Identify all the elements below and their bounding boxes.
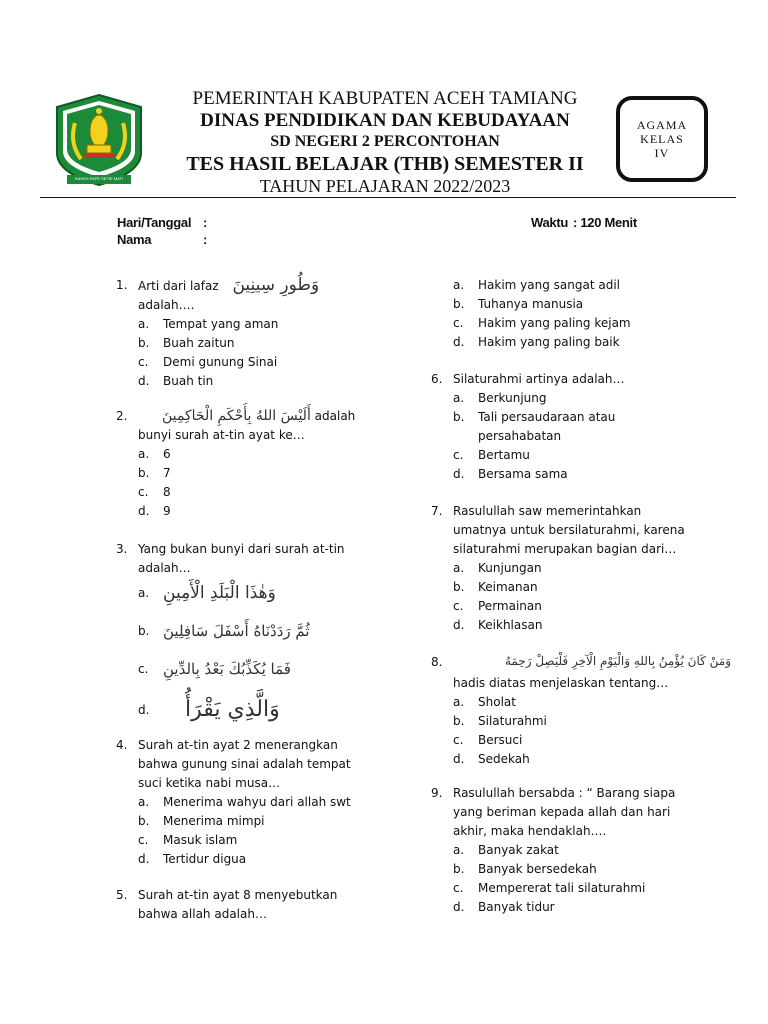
option-c[interactable]: c. فَمَا يُكَذِّبُكَ بَعْدُ بِالدِّينِ [138, 660, 291, 678]
option-d[interactable]: d. وَالَّذِي يَقْرَأُ [138, 697, 280, 722]
option-a[interactable]: a. Tempat yang aman [138, 317, 279, 331]
question-number: 5. [116, 888, 128, 902]
logo-caption: KASEH PAPE SETIE MATI [74, 176, 124, 181]
aceh-tamiang-logo [55, 93, 143, 187]
option-b[interactable]: b. Tali persaudaraan atau [453, 410, 616, 424]
option-d[interactable]: d. Banyak tidur [453, 900, 555, 914]
question-1 [116, 276, 416, 391]
option-b[interactable]: b. Silaturahmi [453, 714, 547, 728]
question-text: Rasulullah bersabda : “ Barang siapa [453, 786, 676, 800]
question-9 [431, 784, 731, 917]
header-exam-title: TES HASIL BELAJAR (THB) SEMESTER II [186, 153, 584, 175]
question-text: bahwa allah adalah… [138, 907, 267, 921]
header-academic-year: TAHUN PELAJARAN 2022/2023 [259, 176, 511, 196]
question-4 [116, 736, 416, 869]
option-d[interactable]: d. 9 [138, 504, 171, 518]
option-c[interactable]: c. Bertamu [453, 448, 530, 462]
question-text: bahwa gunung sinai adalah tempat [138, 757, 351, 771]
question-number: 8. [431, 655, 443, 669]
question-number: 6. [431, 372, 443, 386]
question-number: 7. [431, 504, 443, 518]
header-divider [40, 197, 736, 198]
question-text: Silaturahmi artinya adalah… [453, 372, 625, 386]
option-a[interactable]: a. Hakim yang sangat adil [453, 278, 620, 292]
option-c[interactable]: c. Masuk islam [138, 833, 238, 847]
option-b[interactable]: b. Tuhanya manusia [453, 297, 584, 311]
header-government: PEMERINTAH KABUPATEN ACEH TAMIANG [192, 88, 578, 109]
option-a[interactable]: a. Sholat [453, 695, 516, 709]
class-label: KELAS [640, 132, 684, 146]
question-7 [431, 502, 731, 635]
arabic-verse: أَلَيْسَ اللهُ بِأَحْكَمِ الْحَاكِمِينَ [162, 408, 311, 424]
question-text: adalah…. [138, 298, 195, 312]
option-c[interactable]: c. Hakim yang paling kejam [453, 316, 631, 330]
question-2 [116, 407, 416, 521]
option-c[interactable]: c. Bersuci [453, 733, 523, 747]
question-text: adalah [314, 409, 356, 423]
subject-class-box [616, 96, 708, 182]
option-a[interactable]: a. وَهٰذَا الْبَلَدِ الْأَمِينِ [138, 583, 276, 603]
question-number: 4. [116, 738, 128, 752]
question-text: suci ketika nabi musa… [138, 776, 281, 790]
option-b[interactable]: b. Banyak bersedekah [453, 862, 597, 876]
option-b[interactable]: b. Keimanan [453, 580, 538, 594]
question-text: umatnya untuk bersilaturahmi, karena [453, 523, 685, 537]
option-d[interactable]: d. Sedekah [453, 752, 530, 766]
question-text: hadis diatas menjelaskan tentang… [453, 676, 669, 690]
question-text: silaturahmi merupakan bagian dari… [453, 542, 677, 556]
option-c[interactable]: c. Permainan [453, 599, 542, 613]
question-number: 3. [116, 542, 128, 556]
option-d[interactable]: d. Tertidur digua [138, 852, 247, 866]
question-number: 9. [431, 786, 443, 800]
date-label: Hari/Tanggal [117, 215, 192, 230]
name-label: Nama [117, 232, 152, 247]
arabic-verse: وَطُورِ سِينِينَ [232, 275, 320, 295]
question-5 [116, 886, 416, 924]
question-6 [431, 370, 731, 484]
arabic-hadith: وَمَنْ كَانَ يُؤْمِنُ بِاللهِ وَالْيَوْمِ الْآخِرِ فَلْيَصِلْ رَحِمَهُ [504, 654, 731, 668]
option-d[interactable]: d. Hakim yang paling baik [453, 335, 620, 349]
question-number: 2. [116, 409, 128, 423]
question-3 [116, 540, 416, 732]
question-text: Rasulullah saw memerintahkan [453, 504, 642, 518]
question-text: bunyi surah at-tin ayat ke… [138, 428, 305, 442]
grade-label: IV [654, 146, 670, 160]
question-text: Yang bukan bunyi dari surah at-tin [138, 542, 345, 556]
option-d[interactable]: d. Keikhlasan [453, 618, 543, 632]
question-text: yang beriman kepada allah dan hari [453, 805, 671, 819]
option-b[interactable]: b. 7 [138, 466, 171, 480]
question-text: Arti dari lafaz [138, 279, 219, 293]
option-a[interactable]: a. Banyak zakat [453, 843, 559, 857]
header-school: SD NEGERI 2 PERCONTOHAN [270, 133, 500, 150]
question-number: 1. [116, 278, 128, 292]
question-text: Surah at-tin ayat 8 menyebutkan [138, 888, 338, 902]
question-text: akhir, maka hendaklah…. [453, 824, 607, 838]
option-a[interactable]: a. Menerima wahyu dari allah swt [138, 795, 351, 809]
option-d[interactable]: d. Buah tin [138, 374, 214, 388]
option-b[interactable]: b. Buah zaitun [138, 336, 235, 350]
option-c[interactable]: c. Mempererat tali silaturahmi [453, 881, 646, 895]
time-label: Waktu [531, 215, 569, 230]
option-a[interactable]: a. Berkunjung [453, 391, 547, 405]
question-text: Surah at-tin ayat 2 menerangkan [138, 738, 338, 752]
option-b-continued: persahabatan [478, 429, 562, 443]
header-department: DINAS PENDIDIKAN DAN KEBUDAYAAN [200, 110, 570, 131]
subject-label: AGAMA [636, 118, 688, 132]
question-5-options [431, 276, 731, 352]
option-c[interactable]: c. Demi gunung Sinai [138, 355, 278, 369]
option-a[interactable]: a. Kunjungan [453, 561, 542, 575]
question-text: adalah… [138, 561, 191, 575]
option-b[interactable]: b. Menerima mimpi [138, 814, 265, 828]
option-b[interactable]: b. ثُمَّ رَدَدْنَاهُ أَسْفَلَ سَافِلِينَ [138, 622, 310, 640]
date-colon: : [203, 215, 208, 230]
time-value: : 120 Menit [573, 215, 637, 230]
option-c[interactable]: c. 8 [138, 485, 171, 499]
name-colon: : [203, 232, 208, 247]
option-d[interactable]: d. Bersama sama [453, 467, 568, 481]
question-8 [431, 648, 731, 769]
option-a[interactable]: a. 6 [138, 447, 171, 461]
